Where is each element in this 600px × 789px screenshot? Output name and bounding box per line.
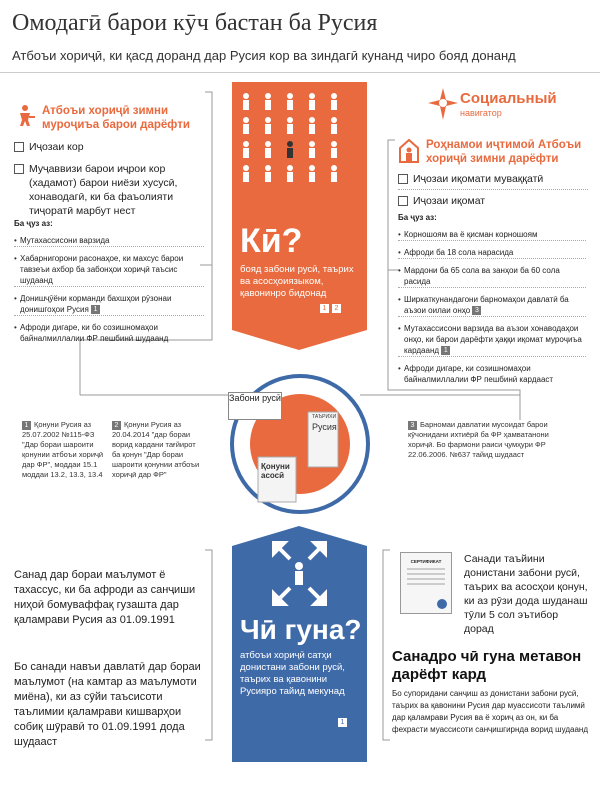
left-top-item: Иҷозаи кор xyxy=(14,140,204,154)
people-icons xyxy=(240,92,360,182)
checkbox-icon xyxy=(14,142,24,152)
exception-item: • Донишҷӯёни корманди бахшҳои рӯзонаи донишгоҳои Русия 1 xyxy=(14,293,204,316)
logo-subtitle: навигатор xyxy=(460,108,502,118)
exception-item: • Афроди дигаре, ки бо созишномаҳои байналмиллалии ФР пешбинӣ шудаанд xyxy=(14,322,204,344)
worker-icon xyxy=(14,104,36,126)
left-top-section xyxy=(14,104,204,218)
page-subtitle: Атбоъи хориҷӣ, ки қасд доранд дар Русия кор ва зиндагӣ кунанд чиро бояд донанд xyxy=(12,48,516,63)
exception-item: • Афроди ба 18 сола нарасида xyxy=(398,247,586,259)
right-top-item: Иҷозаи иқомати муваққатӣ xyxy=(398,172,588,190)
logo-title: Социальный xyxy=(460,90,557,107)
document-info-2: Бо санади навъи давлатӣ дар бораи маълумот (на камтар аз маълумоти миёна), ки аз сӯйи таъсисоти таълимии қаламрави кишварҳои собиқ шӯравӣ то 01.09.1991 дода шудааст xyxy=(14,661,201,748)
how-to-get-heading: Санадро чӣ гуна метавон дарёфт кард xyxy=(392,648,582,683)
exception-item: • Мардони ба 65 сола ва занҳои ба 60 сола расида xyxy=(398,265,586,288)
how-text: атбоъи хориҷӣ сатҳи донистани забони русӣ, таърих ва қавонини Русияро тайид мекунад xyxy=(240,650,345,697)
who-panel xyxy=(232,82,367,350)
document-info-1: Санад дар бораи маълумот ё тахассус, ки ба афроди аз санҷиши ниҳоӣ бомуваффақ гузашта дар қаламрави Русия аз 01.09.1991 xyxy=(14,569,196,626)
checkbox-icon xyxy=(398,196,408,206)
social-navigator-logo xyxy=(428,88,588,124)
history-book-label-small: ТАЪРИХИ xyxy=(312,414,337,420)
exception-item: • Хабарнигорони расонаҳое, ки махсус барои тавзеъи ахбор ба забонҳои хориҷӣ таъсис шудаанд xyxy=(14,253,204,287)
who-text: бояд забони русӣ, таърих ва асосҳоиязыком, қавонинро бидонад xyxy=(240,264,354,299)
how-to-get-text: Бо супоридани санҷиш аз донистани забони русӣ, таърих ва қавонини Русия дар муассисоти таълимӣ дар қаламрави Русия ва ё хориҷ аз он, ки ба фехрасти муассисоти санҷишгирнда ворид шудаанд xyxy=(392,689,588,734)
footnote-badge: 2 xyxy=(112,421,121,430)
right-exceptions xyxy=(398,212,586,391)
except-label: Ба ҷуз аз: xyxy=(398,213,437,222)
history-book-label: Русия xyxy=(312,422,337,432)
footnote-badge: 1 xyxy=(441,346,450,355)
exception-item: • Афроди дигаре, ки созишномаҳои байналмиллалии ФР пешбинӣ кардааст xyxy=(398,363,586,385)
exception-item: • Корношоям ва ё қисман корношоям xyxy=(398,229,586,241)
checkbox-icon xyxy=(398,174,408,184)
footnote-badge: 1 xyxy=(338,718,347,727)
left-top-heading: Атбоъи хориҷӣ зимни муроҷиъа барои дарёфти xyxy=(42,105,190,131)
star-logo-icon xyxy=(428,88,458,120)
exception-item: • Мутахассисони варзида xyxy=(14,235,204,247)
except-label: Ба ҷуз аз: xyxy=(14,219,53,228)
right-top-heading: Роҳнамои иҷтимоӣ Атбоъи хориҷӣ зимни дарёфти xyxy=(426,139,582,165)
left-top-item: Муҷаввизи барои иҷрои кор (хадамот) барои ниёзи хусусӣ, хонаводагӣ, ки ба фаъолияти тиҷоратӣ марбут нест xyxy=(14,162,204,218)
exception-item: • Ширкаткунандагони барномаҳои давлатӣ ба аъзои оилаи онҳо 3 xyxy=(398,294,586,317)
left-exceptions xyxy=(14,218,204,350)
russian-language-tag: Забони русӣ xyxy=(228,392,282,420)
how-footnote xyxy=(338,714,350,732)
footnote-badge: 2 xyxy=(332,304,341,313)
footnote-badge: 3 xyxy=(408,421,417,430)
footnote-2: 2 Қонуни Русия аз 20.04.2014 "дар бораи ворид кардани тағйирот ба қонун "Дар бораи шароити қонунии атбоъи хориҷӣ дар ФР" xyxy=(112,420,200,479)
who-title: Кӣ? xyxy=(240,222,303,260)
footnote-badge: 1 xyxy=(91,305,100,314)
exception-item: • Мутахассисони варзида ва аъзои хонаводаҳои онҳо, ки барои дарёфти ҳаққи иқомат муроҷиъа кардаанд 1 xyxy=(398,323,586,357)
footnote-badge: 1 xyxy=(320,304,329,313)
how-title: Чӣ гуна? xyxy=(240,614,362,645)
knowledge-circle xyxy=(228,372,373,517)
footnote-badge: 1 xyxy=(22,421,31,430)
how-panel xyxy=(232,526,367,762)
footnote-badge: 3 xyxy=(472,306,481,315)
who-footnotes xyxy=(320,300,344,318)
house-person-icon xyxy=(398,138,420,164)
footnote-1: 1 Қонуни Русия аз 25.07.2002 №115-ФЗ "Дар бораи шароити қонунии атбоъи хориҷӣ дар ФР", моддаи 15.1 моддаи 13.2, 13.3, 13.4 xyxy=(22,420,104,479)
constitution-label: Қонуни асосӣ xyxy=(261,462,290,480)
right-top-item: Иҷозаи иқомат xyxy=(398,194,588,208)
certificate-icon xyxy=(400,552,452,614)
checkbox-icon xyxy=(14,164,24,174)
page-title: Омодагӣ барои кӯч бастан ба Русия xyxy=(12,10,378,36)
certificate-label: СЕРТИФИКАТ xyxy=(410,559,442,564)
right-top-section xyxy=(398,138,588,208)
certificate-info: Санади таъйини донистани забони русӣ, таърих ва асосҳои қонун, ки аз рӯзи дода шуданаш тӯли 5 сол эътибор дорад xyxy=(464,553,588,635)
footnote-3: 3 Барномаи давлатии мусоидат барои кӯчонидани ихтиёрӣ ба ФР ҳамватанони хориҷӣ. Бо фармони раиси ҷумҳури ФР 22.06.2006. №637 тайид шудааст xyxy=(408,420,549,459)
